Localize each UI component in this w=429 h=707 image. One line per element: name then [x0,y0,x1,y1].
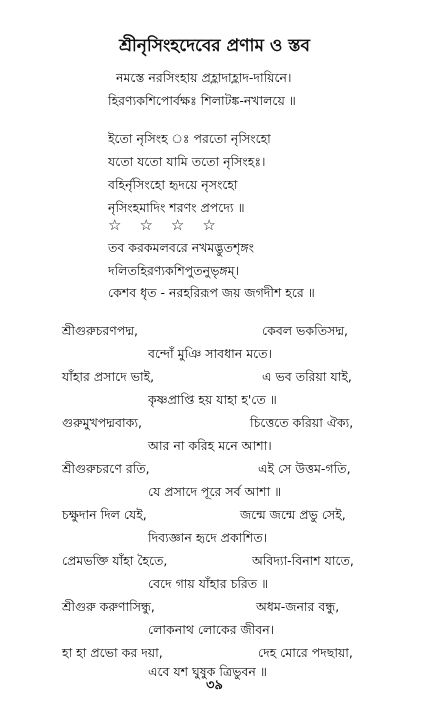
hymn-line-right: এই সে উত্তম-গতি, [258,461,351,476]
star-divider [108,216,234,234]
star-icon: ☆ [139,216,171,234]
hymn-line-left: শ্রীগুরু করুণাসিন্ধু, [62,599,155,614]
hymn-line-center: লোকনাথ লোকের জীবন। [148,622,275,637]
verse-line: নমস্তে নরসিংহায় প্রহ্লাদাহ্লাদ-দায়িনে। [116,70,292,85]
verse-line: যতো যতো যামি ততো নৃসিংহঃ। [108,154,266,169]
hymn-line-right: চিত্তেতে করিয়া ঐক্য, [250,415,354,430]
verse-line: বহির্নৃসিংহো হৃদয়ে নৃসংহো [108,177,238,192]
hymn-line-left: চক্ষুদান দিল যেই, [62,507,147,522]
star-icon: ☆ [202,216,234,234]
verse-line: তব করকমলবরে নখমদ্ভুতশৃঙ্গং [108,240,255,255]
hymn-line-center: এবে যশ ঘুষুক ত্রিভুবন ॥ [148,664,267,679]
hymn-line-left: শ্রীগুরুচরণে রতি, [62,461,150,476]
hymn-line-left: হা হা প্রভো কর দয়া, [62,645,163,660]
hymn-line-right: অধম-জনার বন্ধু, [256,599,340,614]
page-title: শ্রীনৃসিংহদেবের প্রণাম ও স্তব [119,36,310,56]
hymn-line-left: প্রেমভক্তি যাঁহা হৈতে, [62,553,168,568]
hymn-line-right: এ ভব তরিয়া যাই, [262,369,352,384]
hymn-line-right: অবিদ্যা-বিনাশ যাতে, [252,553,354,568]
hymn-line-center: যে প্রসাদে পূরে সর্ব আশা ॥ [148,484,282,499]
verse-line: হিরণ্যকশিপোর্বক্ষঃ শিলাটঙ্ক-নখালয়ে ॥ [108,93,296,108]
hymn-line-center: বেদে গায় যাঁহার চরিত ॥ [148,576,269,591]
star-icon: ☆ [108,216,140,234]
page-number: ৩৯ [206,678,223,693]
hymn-line-right: জন্মে জন্মে প্রভু সেই, [240,507,346,522]
hymn-line-right: দেহ মোরে পদছায়া, [258,645,353,660]
verse-line: দলিতহিরণ্যকশিপুতনুভৃঙ্গম্। [108,263,240,278]
hymn-line-left: গুরুমুখপদ্মবাক্য, [62,415,142,430]
verse-line: নৃসিংহমাদিং শরণং প্রপদ্যে ॥ [108,200,245,215]
hymn-line-center: দিব্যজ্ঞান হৃদে প্রকাশিত। [148,530,268,545]
hymn-line-center: আর না করিহ মনে আশা। [148,438,272,453]
star-icon: ☆ [170,216,203,234]
hymn-line-left: শ্রীগুরুচরণপদ্ম, [62,323,139,338]
hymn-line-center: বন্দোঁ মুঞি সাবধান মতে। [148,346,273,361]
hymn-line-center: কৃষ্ণপ্রাপ্তি হয় যাহা হ'তে ॥ [148,392,277,407]
verse-line: ইতো নৃসিংহ ঃ পরতো নৃসিংহো [108,131,271,146]
verse-line: কেশব ধৃত - নরহরিরূপ জয় জগদীশ হরে ॥ [108,285,315,300]
hymn-line-left: যাঁহার প্রসাদে ভাই, [62,369,155,384]
hymn-line-right: কেবল ভকতিসদ্ম, [262,323,349,338]
